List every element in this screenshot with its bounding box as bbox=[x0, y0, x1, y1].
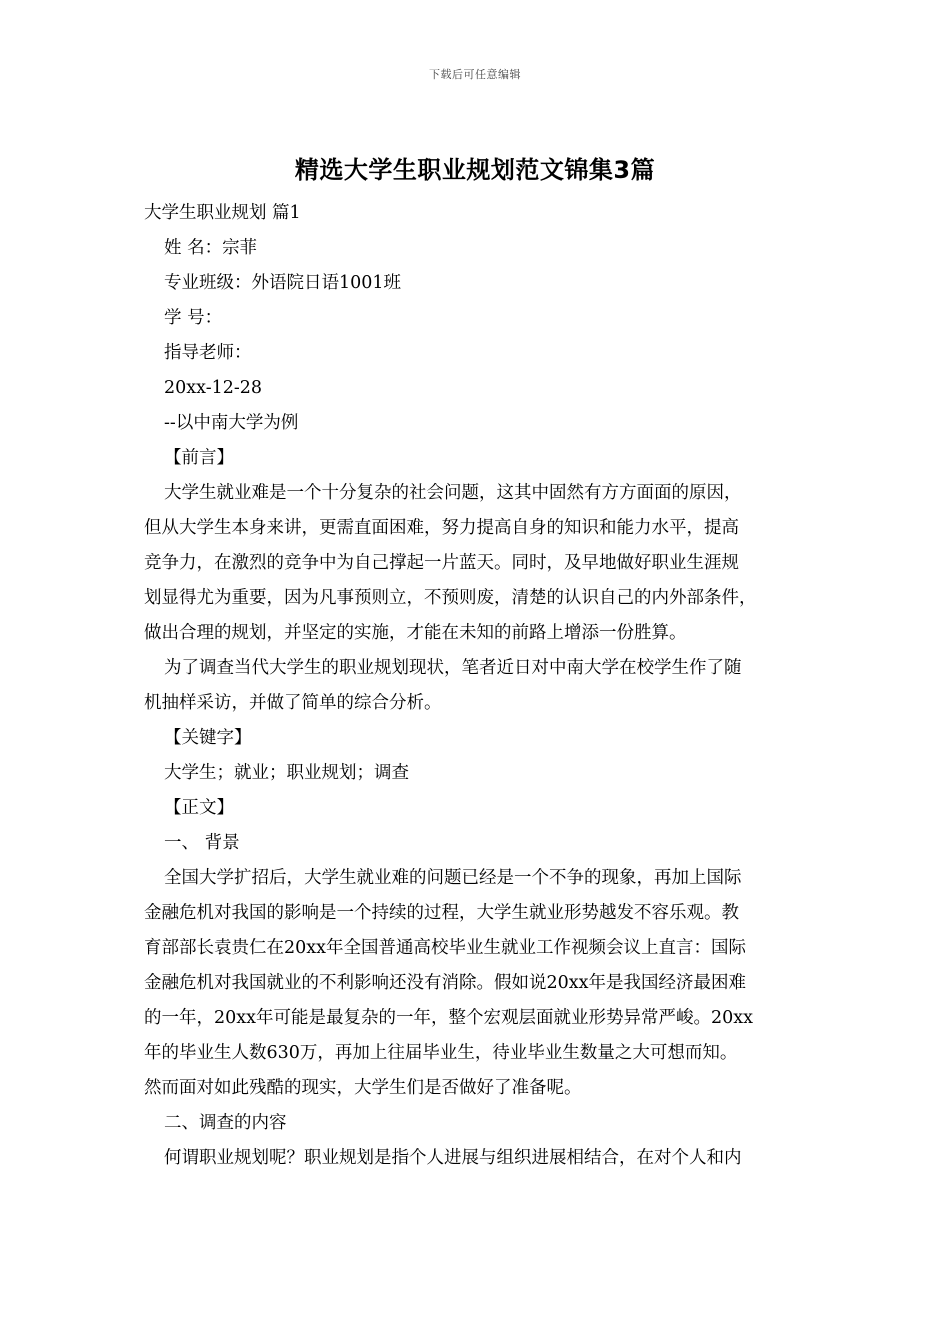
info-student-id: 学 号： bbox=[164, 308, 223, 328]
preface-label: 【前言】 bbox=[164, 448, 234, 468]
document-title: 精选大学生职业规划范文锦集3篇 bbox=[294, 156, 656, 184]
section-1-paragraph bbox=[144, 861, 814, 1106]
section-1-heading: 一、 背景 bbox=[164, 833, 240, 853]
paragraph-line: 机抽样采访，并做了简单的综合分析。 bbox=[144, 693, 442, 713]
preface-paragraph-2 bbox=[144, 651, 814, 721]
paragraph-line: 大学生就业难是一个十分复杂的社会问题，这其中固然有方方面面的原因， bbox=[164, 483, 742, 503]
info-date: 20xx-12-28 bbox=[164, 378, 263, 398]
paragraph-line: 何谓职业规划呢？职业规划是指个人进展与组织进展相结合，在对个人和内 bbox=[164, 1148, 742, 1168]
document-body bbox=[144, 196, 814, 1176]
keywords: 大学生；就业；职业规划；调查 bbox=[164, 763, 409, 783]
body-label: 【正文】 bbox=[164, 798, 234, 818]
paragraph-line: 然而面对如此残酷的现实，大学生们是否做好了准备呢。 bbox=[144, 1078, 582, 1098]
section-heading: 大学生职业规划 篇1 bbox=[144, 203, 301, 223]
paragraph-line: 年的毕业生人数630万，再加上往届毕业生，待业毕业生数量之大可想而知。 bbox=[144, 1043, 738, 1063]
section-2-heading: 二、调查的内容 bbox=[164, 1113, 287, 1133]
paragraph-line: 全国大学扩招后，大学生就业难的问题已经是一个不争的现象，再加上国际 bbox=[164, 868, 742, 888]
header-note: 下载后可任意编辑 bbox=[429, 68, 521, 81]
preface-paragraph-1 bbox=[144, 476, 814, 651]
section-2-paragraph bbox=[144, 1141, 814, 1176]
paragraph-line: 做出合理的规划，并坚定的实施，才能在未知的前路上增添一份胜算。 bbox=[144, 623, 687, 643]
paragraph-line: 金融危机对我国的影响是一个持续的过程，大学生就业形势越发不容乐观。教 bbox=[144, 903, 739, 923]
paragraph-line: 竞争力，在激烈的竞争中为自己撑起一片蓝天。同时，及早地做好职业生涯规 bbox=[144, 553, 739, 573]
info-class: 专业班级：外语院日语1001班 bbox=[164, 273, 402, 293]
paragraph-line: 划显得尤为重要，因为凡事预则立，不预则废，清楚的认识自己的内外部条件， bbox=[144, 588, 757, 608]
paragraph-line: 但从大学生本身来讲，更需直面困难，努力提高自身的知识和能力水平，提高 bbox=[144, 518, 739, 538]
paragraph-line: 的一年，20xx年可能是最复杂的一年，整个宏观层面就业形势异常严峻。20xx bbox=[144, 1008, 754, 1028]
info-name: 姓 名：宗菲 bbox=[164, 238, 258, 258]
info-advisor: 指导老师： bbox=[164, 343, 252, 363]
paragraph-line: 为了调查当代大学生的职业规划现状，笔者近日对中南大学在校学生作了随 bbox=[164, 658, 742, 678]
keywords-label: 【关键字】 bbox=[164, 728, 252, 748]
info-subtitle: --以中南大学为例 bbox=[164, 413, 299, 433]
paragraph-line: 金融危机对我国就业的不利影响还没有消除。假如说20xx年是我国经济最困难 bbox=[144, 973, 747, 993]
paragraph-line: 育部部长袁贵仁在20xx年全国普通高校毕业生就业工作视频会议上直言：国际 bbox=[144, 938, 747, 958]
